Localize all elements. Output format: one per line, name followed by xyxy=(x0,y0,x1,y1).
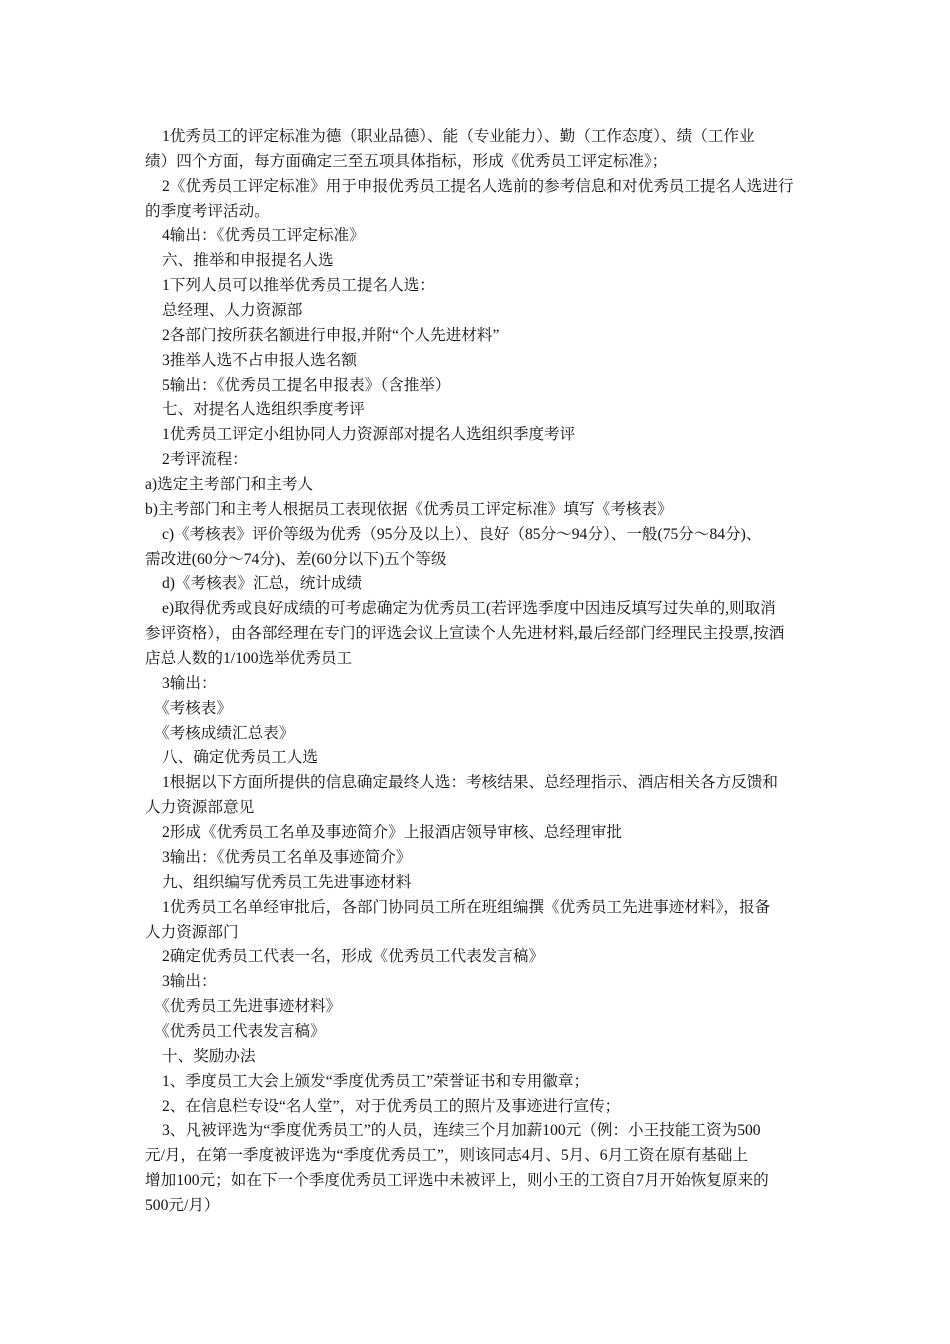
body-line: 1、季度员工大会上颁发“季度优秀员工”荣誉证书和专用徽章； xyxy=(162,1072,590,1090)
body-line: 1根据以下方面所提供的信息确定最终人选：考核结果、总经理指示、酒店相关各方反馈和 xyxy=(162,774,778,792)
section-heading: 七、对提名人选组织季度考评 xyxy=(162,401,365,419)
body-line: 3推举人选不占申报人选名额 xyxy=(162,351,357,369)
document-body xyxy=(0,125,950,1219)
body-line: c)《考核表》评价等级为优秀（95分及以上）、良好（85分～94分）、一般(75分～84分)、 xyxy=(162,525,762,543)
body-line: 《考核表》 xyxy=(154,699,232,717)
body-line: 元/月，在第一季度被评选为“季度优秀员工”，则该同志4月、5月、6月工资在原有基础上 xyxy=(145,1147,748,1165)
body-line: 总经理、人力资源部 xyxy=(162,302,303,320)
body-line: 2确定优秀员工代表一名，形成《优秀员工代表发言稿》 xyxy=(162,948,545,966)
section-heading: 六、推举和申报提名人选 xyxy=(162,252,334,270)
body-line: 2考评流程： xyxy=(162,451,248,469)
body-line: 绩）四个方面，每方面确定三至五项具体指标，形成《优秀员工评定标准》； xyxy=(145,152,668,170)
body-line: 3、凡被评选为“季度优秀员工”的人员，连续三个月加薪100元（例：小王技能工资为500 xyxy=(162,1122,761,1140)
body-line: 2形成《优秀员工名单及事迹简介》上报酒店领导审核、总经理审批 xyxy=(162,824,623,842)
body-line: b)主考部门和主考人根据员工表现依据《优秀员工评定标准》填写《考核表》 xyxy=(145,500,673,518)
body-line: 《优秀员工代表发言稿》 xyxy=(154,1022,326,1040)
body-line: 参评资格），由各部经理在专门的评选会议上宣读个人先进材料,最后经部门经理民主投票,按酒 xyxy=(145,625,785,643)
body-line: 3输出： xyxy=(162,674,217,692)
body-line: 1优秀员工的评定标准为德（职业品德）、能（专业能力）、勤（工作态度）、绩（工作业 xyxy=(162,128,755,145)
body-line: e)取得优秀或良好成绩的可考虑确定为优秀员工(若评选季度中因违反填写过失单的,则取消 xyxy=(162,600,776,618)
body-line: 增加100元；如在下一个季度优秀员工评选中未被评上，则小王的工资自7月开始恢复原来的 xyxy=(145,1172,769,1190)
body-line: 3输出：《优秀员工名单及事迹简介》 xyxy=(162,848,412,866)
section-heading: 十、奖励办法 xyxy=(162,1047,256,1065)
body-line: d)《考核表》汇总，统计成绩 xyxy=(162,575,363,593)
body-line: 500元/月） xyxy=(145,1196,220,1214)
body-line: 2、在信息栏专设“名人堂”，对于优秀员工的照片及事迹进行宣传； xyxy=(162,1097,621,1115)
body-line: 《优秀员工先进事迹材料》 xyxy=(154,998,342,1016)
body-line: 1下列人员可以推举优秀员工提名人选： xyxy=(162,277,435,295)
body-line: 店总人数的1/100选举优秀员工 xyxy=(145,650,353,668)
body-line: 1优秀员工名单经审批后，各部门协同员工所在班组编撰《优秀员工先进事迹材料》，报备 xyxy=(162,898,771,916)
body-line: 需改进(60分～74分)、差(60分以下)五个等级 xyxy=(145,550,447,568)
section-heading: 九、组织编写优秀员工先进事迹材料 xyxy=(162,873,412,891)
body-line: 人力资源部门 xyxy=(145,923,239,941)
body-line: 2各部门按所获名额进行申报,并附“个人先进材料” xyxy=(162,326,500,344)
body-line: 3输出： xyxy=(162,973,217,991)
body-line: 的季度考评活动。 xyxy=(145,202,270,220)
body-line: 5输出：《优秀员工提名申报表》（含推举） xyxy=(162,376,451,394)
body-line: 1优秀员工评定小组协同人力资源部对提名人选组织季度考评 xyxy=(162,426,576,444)
body-line: 4输出：《优秀员工评定标准》 xyxy=(162,227,365,245)
section-heading: 八、确定优秀员工人选 xyxy=(162,749,318,767)
body-line: 2《优秀员工评定标准》用于申报优秀员工提名人选前的参考信息和对优秀员工提名人选进行 xyxy=(162,177,794,195)
body-line: a)选定主考部门和主考人 xyxy=(145,476,314,494)
body-line: 《考核成绩汇总表》 xyxy=(154,724,295,742)
body-line: 人力资源部意见 xyxy=(145,799,255,817)
